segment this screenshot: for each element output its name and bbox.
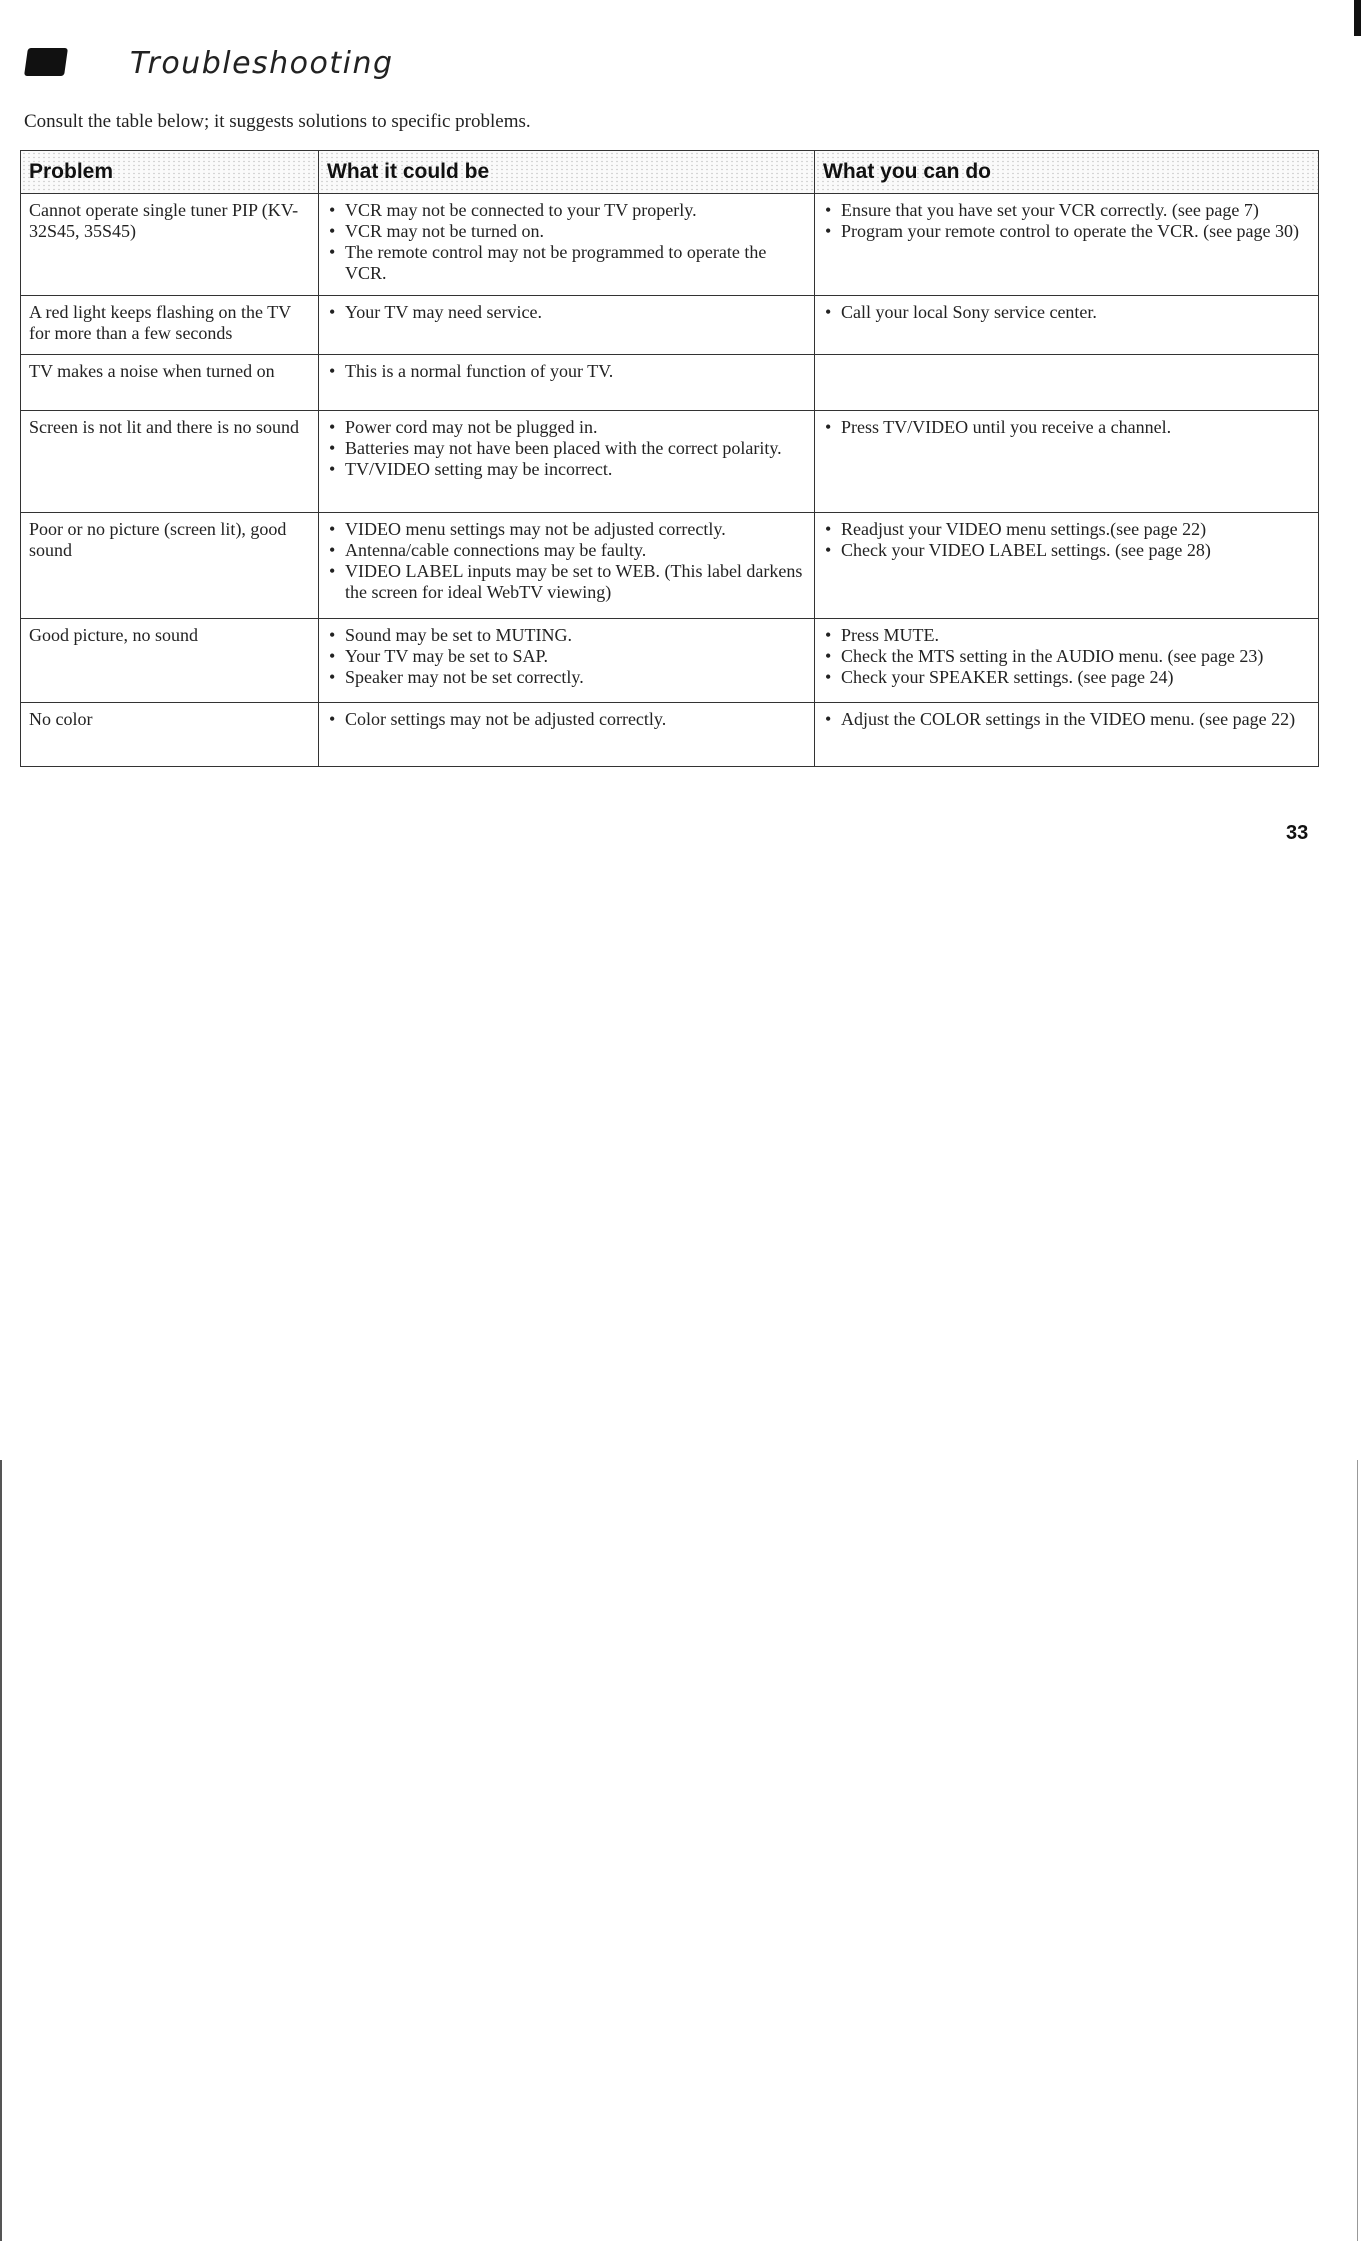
solution-cell <box>815 513 1319 619</box>
cause-cell <box>319 619 815 703</box>
cause-cell <box>319 296 815 355</box>
table-row <box>21 513 1319 619</box>
cause-item: • Sound may be set to MUTING. <box>327 625 806 646</box>
table-row <box>21 194 1319 296</box>
problem-cell: Good picture, no sound <box>21 619 319 703</box>
troubleshooting-table <box>20 150 1319 767</box>
solution-item: • Check your VIDEO LABEL settings. (see page 28) <box>823 540 1310 561</box>
cause-item: • Antenna/cable connections may be faulty. <box>327 540 806 561</box>
solution-list <box>823 709 1310 730</box>
cause-item: • VIDEO menu settings may not be adjusted correctly. <box>327 519 806 540</box>
scan-edge-line-left <box>0 1460 2 2241</box>
problem-cell: Poor or no picture (screen lit), good sound <box>21 513 319 619</box>
problem-cell: Cannot operate single tuner PIP (KV-32S45, 35S45) <box>21 194 319 296</box>
cause-item: • Your TV may need service. <box>327 302 806 323</box>
cause-item: • TV/VIDEO setting may be incorrect. <box>327 459 806 480</box>
solution-item: • Check your SPEAKER settings. (see page 24) <box>823 667 1310 688</box>
table-row <box>21 619 1319 703</box>
intro-text: Consult the table below; it suggests solutions to specific problems. <box>24 111 531 132</box>
problem-cell: TV makes a noise when turned on <box>21 355 319 411</box>
solution-item: • Ensure that you have set your VCR correctly. (see page 7) <box>823 200 1310 221</box>
table-row <box>21 411 1319 513</box>
problem-cell: No color <box>21 703 319 767</box>
cause-list <box>327 361 806 382</box>
table-row <box>21 296 1319 355</box>
column-header-cause: What it could be <box>319 151 815 194</box>
solution-cell <box>815 194 1319 296</box>
solution-cell <box>815 296 1319 355</box>
cause-item: • Color settings may not be adjusted correctly. <box>327 709 806 730</box>
solution-cell <box>815 619 1319 703</box>
cause-item: • Power cord may not be plugged in. <box>327 417 806 438</box>
cause-cell <box>319 355 815 411</box>
solution-item: • Program your remote control to operate the VCR. (see page 30) <box>823 221 1310 242</box>
solution-cell <box>815 411 1319 513</box>
section-marker-icon <box>24 48 68 76</box>
column-header-problem: Problem <box>21 151 319 194</box>
cause-cell <box>319 703 815 767</box>
solution-item: • Check the MTS setting in the AUDIO menu. (see page 23) <box>823 646 1310 667</box>
column-header-solution: What you can do <box>815 151 1319 194</box>
problem-cell: A red light keeps flashing on the TV for more than a few seconds <box>21 296 319 355</box>
solution-item: • Press TV/VIDEO until you receive a channel. <box>823 417 1310 438</box>
solution-cell <box>815 355 1319 411</box>
cause-list <box>327 625 806 688</box>
solution-list <box>823 625 1310 688</box>
cause-list <box>327 302 806 323</box>
cause-item: • This is a normal function of your TV. <box>327 361 806 382</box>
page-edge-mark <box>1354 0 1361 36</box>
cause-item: • Batteries may not have been placed with the correct polarity. <box>327 438 806 459</box>
cause-cell <box>319 513 815 619</box>
solution-item: • Readjust your VIDEO menu settings.(see page 22) <box>823 519 1310 540</box>
cause-cell <box>319 411 815 513</box>
solution-list <box>823 200 1310 242</box>
solution-list <box>823 519 1310 561</box>
solution-item: • Press MUTE. <box>823 625 1310 646</box>
solution-list <box>823 302 1310 323</box>
cause-item: • Your TV may be set to SAP. <box>327 646 806 667</box>
table-row <box>21 703 1319 767</box>
cause-item: • The remote control may not be programmed to operate the VCR. <box>327 242 806 284</box>
table-row <box>21 355 1319 411</box>
cause-item: • VIDEO LABEL inputs may be set to WEB. (This label darkens the screen for ideal WebTV viewing) <box>327 561 806 603</box>
scan-edge-line-right <box>1357 1460 1358 2241</box>
cause-item: • Speaker may not be set correctly. <box>327 667 806 688</box>
solution-item: • Adjust the COLOR settings in the VIDEO menu. (see page 22) <box>823 709 1310 730</box>
cause-list <box>327 709 806 730</box>
cause-item: • VCR may not be turned on. <box>327 221 806 242</box>
cause-item: • VCR may not be connected to your TV properly. <box>327 200 806 221</box>
cause-list <box>327 519 806 603</box>
cause-list <box>327 200 806 284</box>
problem-cell: Screen is not lit and there is no sound <box>21 411 319 513</box>
solution-list <box>823 417 1310 438</box>
cause-cell <box>319 194 815 296</box>
cause-list <box>327 417 806 480</box>
page-title: Troubleshooting <box>130 46 394 81</box>
solution-cell <box>815 703 1319 767</box>
solution-item: • Call your local Sony service center. <box>823 302 1310 323</box>
table-header-row <box>21 151 1319 194</box>
page-number: 33 <box>1286 822 1309 844</box>
